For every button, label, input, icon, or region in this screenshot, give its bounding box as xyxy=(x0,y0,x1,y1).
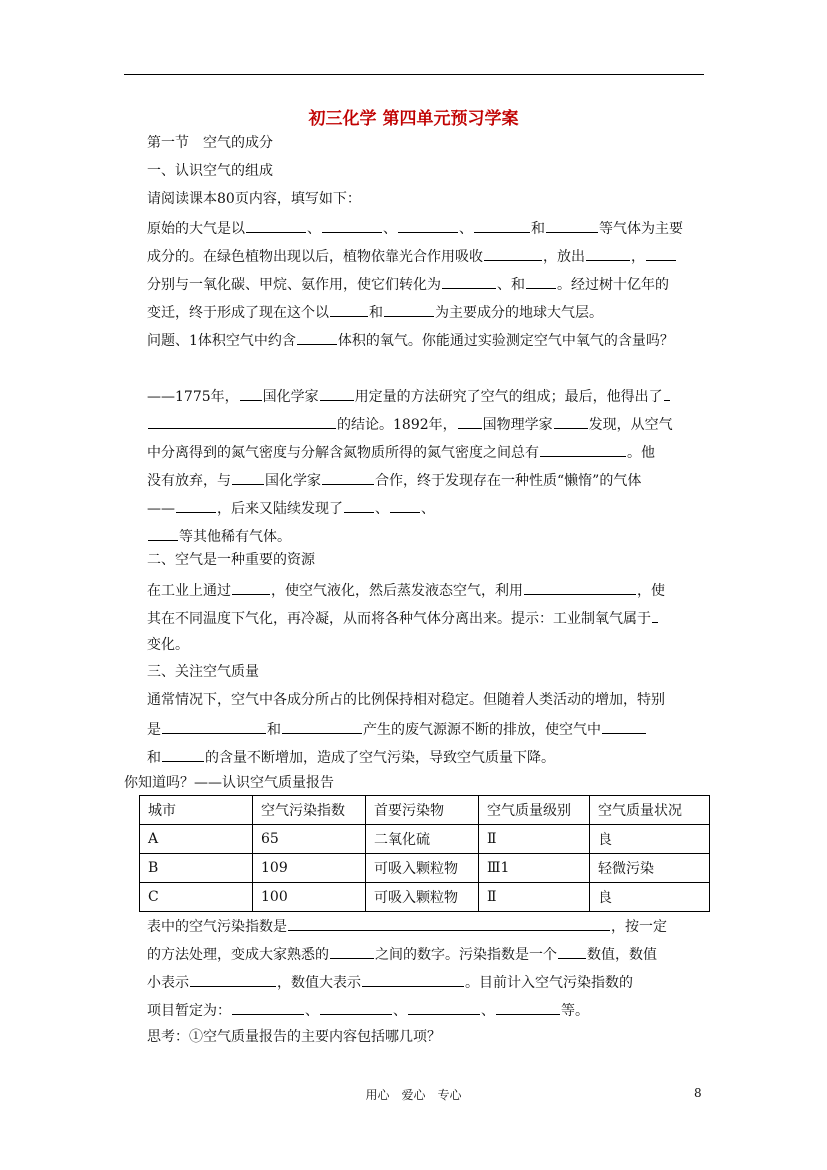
text-line: 和 的含量不断增加，造成了空气污染，导致空气质量下降。 xyxy=(147,747,555,767)
text-line: 中分离得到的氮气密度与分解含氮物质所得的氮气密度之间总有 。他 xyxy=(147,442,655,462)
table-cell: 轻微污染 xyxy=(590,854,710,883)
table-header-row xyxy=(140,796,710,825)
text-line: ——1775年， 国化学家 用定量的方法研究了空气的组成；最后，他得出了 xyxy=(147,386,671,406)
text-line: 的结论。1892年， 国物理学家 发现，从空气 xyxy=(147,414,673,434)
heading-2: 二、空气是一种重要的资源 xyxy=(147,552,315,568)
heading-3: 三、关注空气质量 xyxy=(147,664,259,680)
table-cell: 109 xyxy=(253,854,366,883)
text-line: 问题、1体积空气中约含 体积的氧气。你能通过实验测定空气中氧气的含量吗？ xyxy=(147,330,674,350)
text-line: 变化。 xyxy=(147,637,189,653)
text-line: 的方法处理，变成大家熟悉的 之间的数字。污染指数是一个 数值，数值 xyxy=(147,944,657,964)
table-row xyxy=(140,883,710,912)
table-cell: B xyxy=(140,854,253,883)
text-line: 成分的。在绿色植物出现以后，植物依靠光合作用吸收 ，放出 ， xyxy=(147,246,677,266)
table-cell: Ⅱ xyxy=(479,883,590,912)
table-header-cell: 空气污染指数 xyxy=(253,796,366,825)
page-footer: 用心 爱心 专心 xyxy=(365,1088,462,1102)
table-cell: 100 xyxy=(253,883,366,912)
table-row xyxy=(140,825,710,854)
text-line: 思考：①空气质量报告的主要内容包括哪几项？ xyxy=(147,1029,441,1045)
table-cell: 良 xyxy=(590,883,710,912)
text-line: 通常情况下，空气中各成分所占的比例保持相对稳定。但随着人类活动的增加，特别 xyxy=(147,692,665,708)
text-line: 分别与一氧化碳、甲烷、氨作用，使它们转化为 、和 。经过树十亿年的 xyxy=(147,274,669,294)
text-line: 等其他稀有气体。 xyxy=(147,526,291,546)
table-cell: C xyxy=(140,883,253,912)
text-line: 没有放弃，与 国化学家 合作，终于发现存在一种性质“懒惰”的气体 xyxy=(147,470,641,490)
table-cell: 二氧化硫 xyxy=(366,825,479,854)
page-number: 8 xyxy=(694,1086,702,1100)
table-cell: 65 xyxy=(253,825,366,854)
table-header-cell: 空气质量状况 xyxy=(590,796,710,825)
text-line: 变迁，终于形成了现在这个以 和 为主要成分的地球大气层。 xyxy=(147,302,603,322)
air-quality-table xyxy=(139,795,710,912)
table-header-cell: 城市 xyxy=(140,796,253,825)
table-cell: A xyxy=(140,825,253,854)
text-line: 你知道吗？——认识空气质量报告 xyxy=(124,775,334,791)
page-title: 初三化学 第四单元预习学案 xyxy=(308,109,519,129)
header-rule xyxy=(124,74,704,75)
table-header-cell: 首要污染物 xyxy=(366,796,479,825)
text-line: 其在不同温度下气化，再冷凝，从而将各种气体分离出来。提示：工业制氧气属于 xyxy=(147,608,659,628)
text-line: —— ，后来又陆续发现了 、 、 xyxy=(147,498,435,518)
table-header-cell: 空气质量级别 xyxy=(479,796,590,825)
table-cell: Ⅲ1 xyxy=(479,854,590,883)
text-line: 表中的空气污染指数是 ，按一定 xyxy=(147,916,667,936)
table-row xyxy=(140,854,710,883)
table-cell: 可吸入颗粒物 xyxy=(366,883,479,912)
table-cell: 可吸入颗粒物 xyxy=(366,854,479,883)
heading-1: 一、认识空气的组成 xyxy=(147,163,273,179)
text-line: 在工业上通过 ，使空气液化，然后蒸发液态空气，利用 ，使 xyxy=(147,580,665,600)
table-cell: 良 xyxy=(590,825,710,854)
text-line: 是 和 产生的废气源源不断的排放，使空气中 xyxy=(147,719,647,739)
text-line: 项目暂定为： 、 、 、 等。 xyxy=(147,1000,589,1020)
text-line: 原始的大气是以 、 、 、 和 等气体为主要 xyxy=(147,218,683,238)
text-line: 小表示 ，数值大表示 。目前计入空气污染指数的 xyxy=(147,972,633,992)
text-line: 请阅读课本80页内容，填写如下： xyxy=(147,191,361,207)
section-heading: 第一节 空气的成分 xyxy=(147,135,273,151)
table-cell: Ⅱ xyxy=(479,825,590,854)
